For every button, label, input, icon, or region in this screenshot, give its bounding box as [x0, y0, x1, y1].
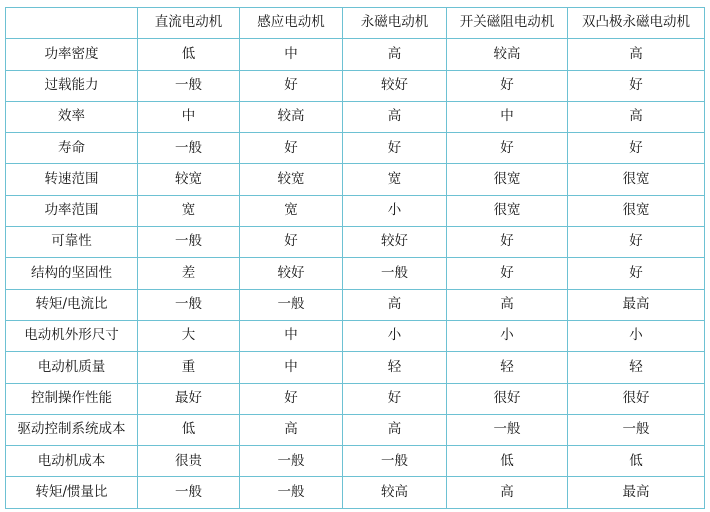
table-cell: 好	[240, 70, 343, 101]
row-label-cell: 驱动控制系统成本	[6, 414, 138, 445]
table-cell: 轻	[447, 352, 568, 383]
table-cell: 很宽	[568, 195, 705, 226]
table-cell: 中	[138, 101, 240, 132]
table-cell: 好	[568, 258, 705, 289]
row-label-cell: 控制操作性能	[6, 383, 138, 414]
table-row	[6, 446, 705, 477]
table-cell: 好	[343, 133, 447, 164]
table-cell: 好	[240, 227, 343, 258]
table-header	[6, 8, 705, 39]
table-cell: 中	[240, 320, 343, 351]
table-cell: 较高	[343, 477, 447, 508]
table-cell: 高	[343, 289, 447, 320]
table-cell: 较高	[240, 101, 343, 132]
table-cell: 一般	[343, 258, 447, 289]
table-cell: 一般	[240, 477, 343, 508]
table-cell: 好	[447, 70, 568, 101]
table-cell: 宽	[138, 195, 240, 226]
table-cell: 最好	[138, 383, 240, 414]
table-cell: 较宽	[240, 164, 343, 195]
column-header: 感应电动机	[240, 8, 343, 39]
table-cell: 好	[447, 258, 568, 289]
table-row	[6, 70, 705, 101]
row-label-cell: 效率	[6, 101, 138, 132]
table-row	[6, 258, 705, 289]
column-header: 直流电动机	[138, 8, 240, 39]
table-cell: 好	[568, 133, 705, 164]
table-cell: 很贵	[138, 446, 240, 477]
table-cell: 一般	[568, 414, 705, 445]
table-cell: 小	[447, 320, 568, 351]
table-row	[6, 164, 705, 195]
table-cell: 小	[343, 195, 447, 226]
row-label-cell: 转矩/惯量比	[6, 477, 138, 508]
motor-comparison-table	[5, 7, 705, 509]
table-cell: 高	[240, 414, 343, 445]
table-cell: 宽	[240, 195, 343, 226]
table-body	[6, 39, 705, 508]
row-label-cell: 可靠性	[6, 227, 138, 258]
table-cell: 轻	[568, 352, 705, 383]
header-corner-cell	[6, 8, 138, 39]
table-cell: 好	[447, 227, 568, 258]
table-cell: 高	[343, 39, 447, 70]
table-row	[6, 383, 705, 414]
table-cell: 一般	[138, 70, 240, 101]
row-label-cell: 功率范围	[6, 195, 138, 226]
table-cell: 一般	[138, 289, 240, 320]
column-header: 永磁电动机	[343, 8, 447, 39]
table-row	[6, 133, 705, 164]
table-cell: 差	[138, 258, 240, 289]
column-header: 开关磁阻电动机	[447, 8, 568, 39]
table-cell: 高	[447, 289, 568, 320]
table-cell: 低	[138, 414, 240, 445]
table-cell: 小	[568, 320, 705, 351]
table-cell: 轻	[343, 352, 447, 383]
table-row	[6, 477, 705, 508]
table-cell: 高	[343, 414, 447, 445]
table-cell: 一般	[343, 446, 447, 477]
table-cell: 最高	[568, 289, 705, 320]
table-row	[6, 195, 705, 226]
table-cell: 一般	[138, 477, 240, 508]
table-row	[6, 39, 705, 70]
table-cell: 较好	[240, 258, 343, 289]
table-cell: 高	[568, 39, 705, 70]
table-cell: 中	[240, 352, 343, 383]
table-cell: 小	[343, 320, 447, 351]
row-label-cell: 功率密度	[6, 39, 138, 70]
table-row	[6, 227, 705, 258]
table-row	[6, 352, 705, 383]
table-row	[6, 320, 705, 351]
table-row	[6, 289, 705, 320]
header-row	[6, 8, 705, 39]
table-cell: 较宽	[138, 164, 240, 195]
table-cell: 重	[138, 352, 240, 383]
row-label-cell: 过载能力	[6, 70, 138, 101]
table-cell: 低	[138, 39, 240, 70]
row-label-cell: 电动机质量	[6, 352, 138, 383]
table-cell: 一般	[240, 446, 343, 477]
column-header: 双凸极永磁电动机	[568, 8, 705, 39]
table-cell: 好	[240, 383, 343, 414]
table-cell: 较高	[447, 39, 568, 70]
table-cell: 中	[447, 101, 568, 132]
table-cell: 宽	[343, 164, 447, 195]
table-cell: 一般	[447, 414, 568, 445]
table-cell: 很宽	[447, 164, 568, 195]
table-cell: 高	[447, 477, 568, 508]
table-row	[6, 101, 705, 132]
table-cell: 一般	[138, 227, 240, 258]
row-label-cell: 结构的坚固性	[6, 258, 138, 289]
table-cell: 很宽	[568, 164, 705, 195]
table-cell: 高	[343, 101, 447, 132]
table-cell: 大	[138, 320, 240, 351]
table-cell: 很宽	[447, 195, 568, 226]
table-cell: 最高	[568, 477, 705, 508]
table-cell: 低	[447, 446, 568, 477]
row-label-cell: 转速范围	[6, 164, 138, 195]
table-cell: 很好	[447, 383, 568, 414]
table-cell: 很好	[568, 383, 705, 414]
row-label-cell: 转矩/电流比	[6, 289, 138, 320]
table-cell: 中	[240, 39, 343, 70]
table-cell: 好	[240, 133, 343, 164]
table-row	[6, 414, 705, 445]
table-cell: 一般	[138, 133, 240, 164]
table-cell: 好	[568, 227, 705, 258]
table-cell: 高	[568, 101, 705, 132]
table-cell: 好	[343, 383, 447, 414]
table-cell: 较好	[343, 70, 447, 101]
table-cell: 好	[447, 133, 568, 164]
table-cell: 低	[568, 446, 705, 477]
table-cell: 较好	[343, 227, 447, 258]
row-label-cell: 电动机成本	[6, 446, 138, 477]
row-label-cell: 电动机外形尺寸	[6, 320, 138, 351]
row-label-cell: 寿命	[6, 133, 138, 164]
table-cell: 一般	[240, 289, 343, 320]
table-cell: 好	[568, 70, 705, 101]
